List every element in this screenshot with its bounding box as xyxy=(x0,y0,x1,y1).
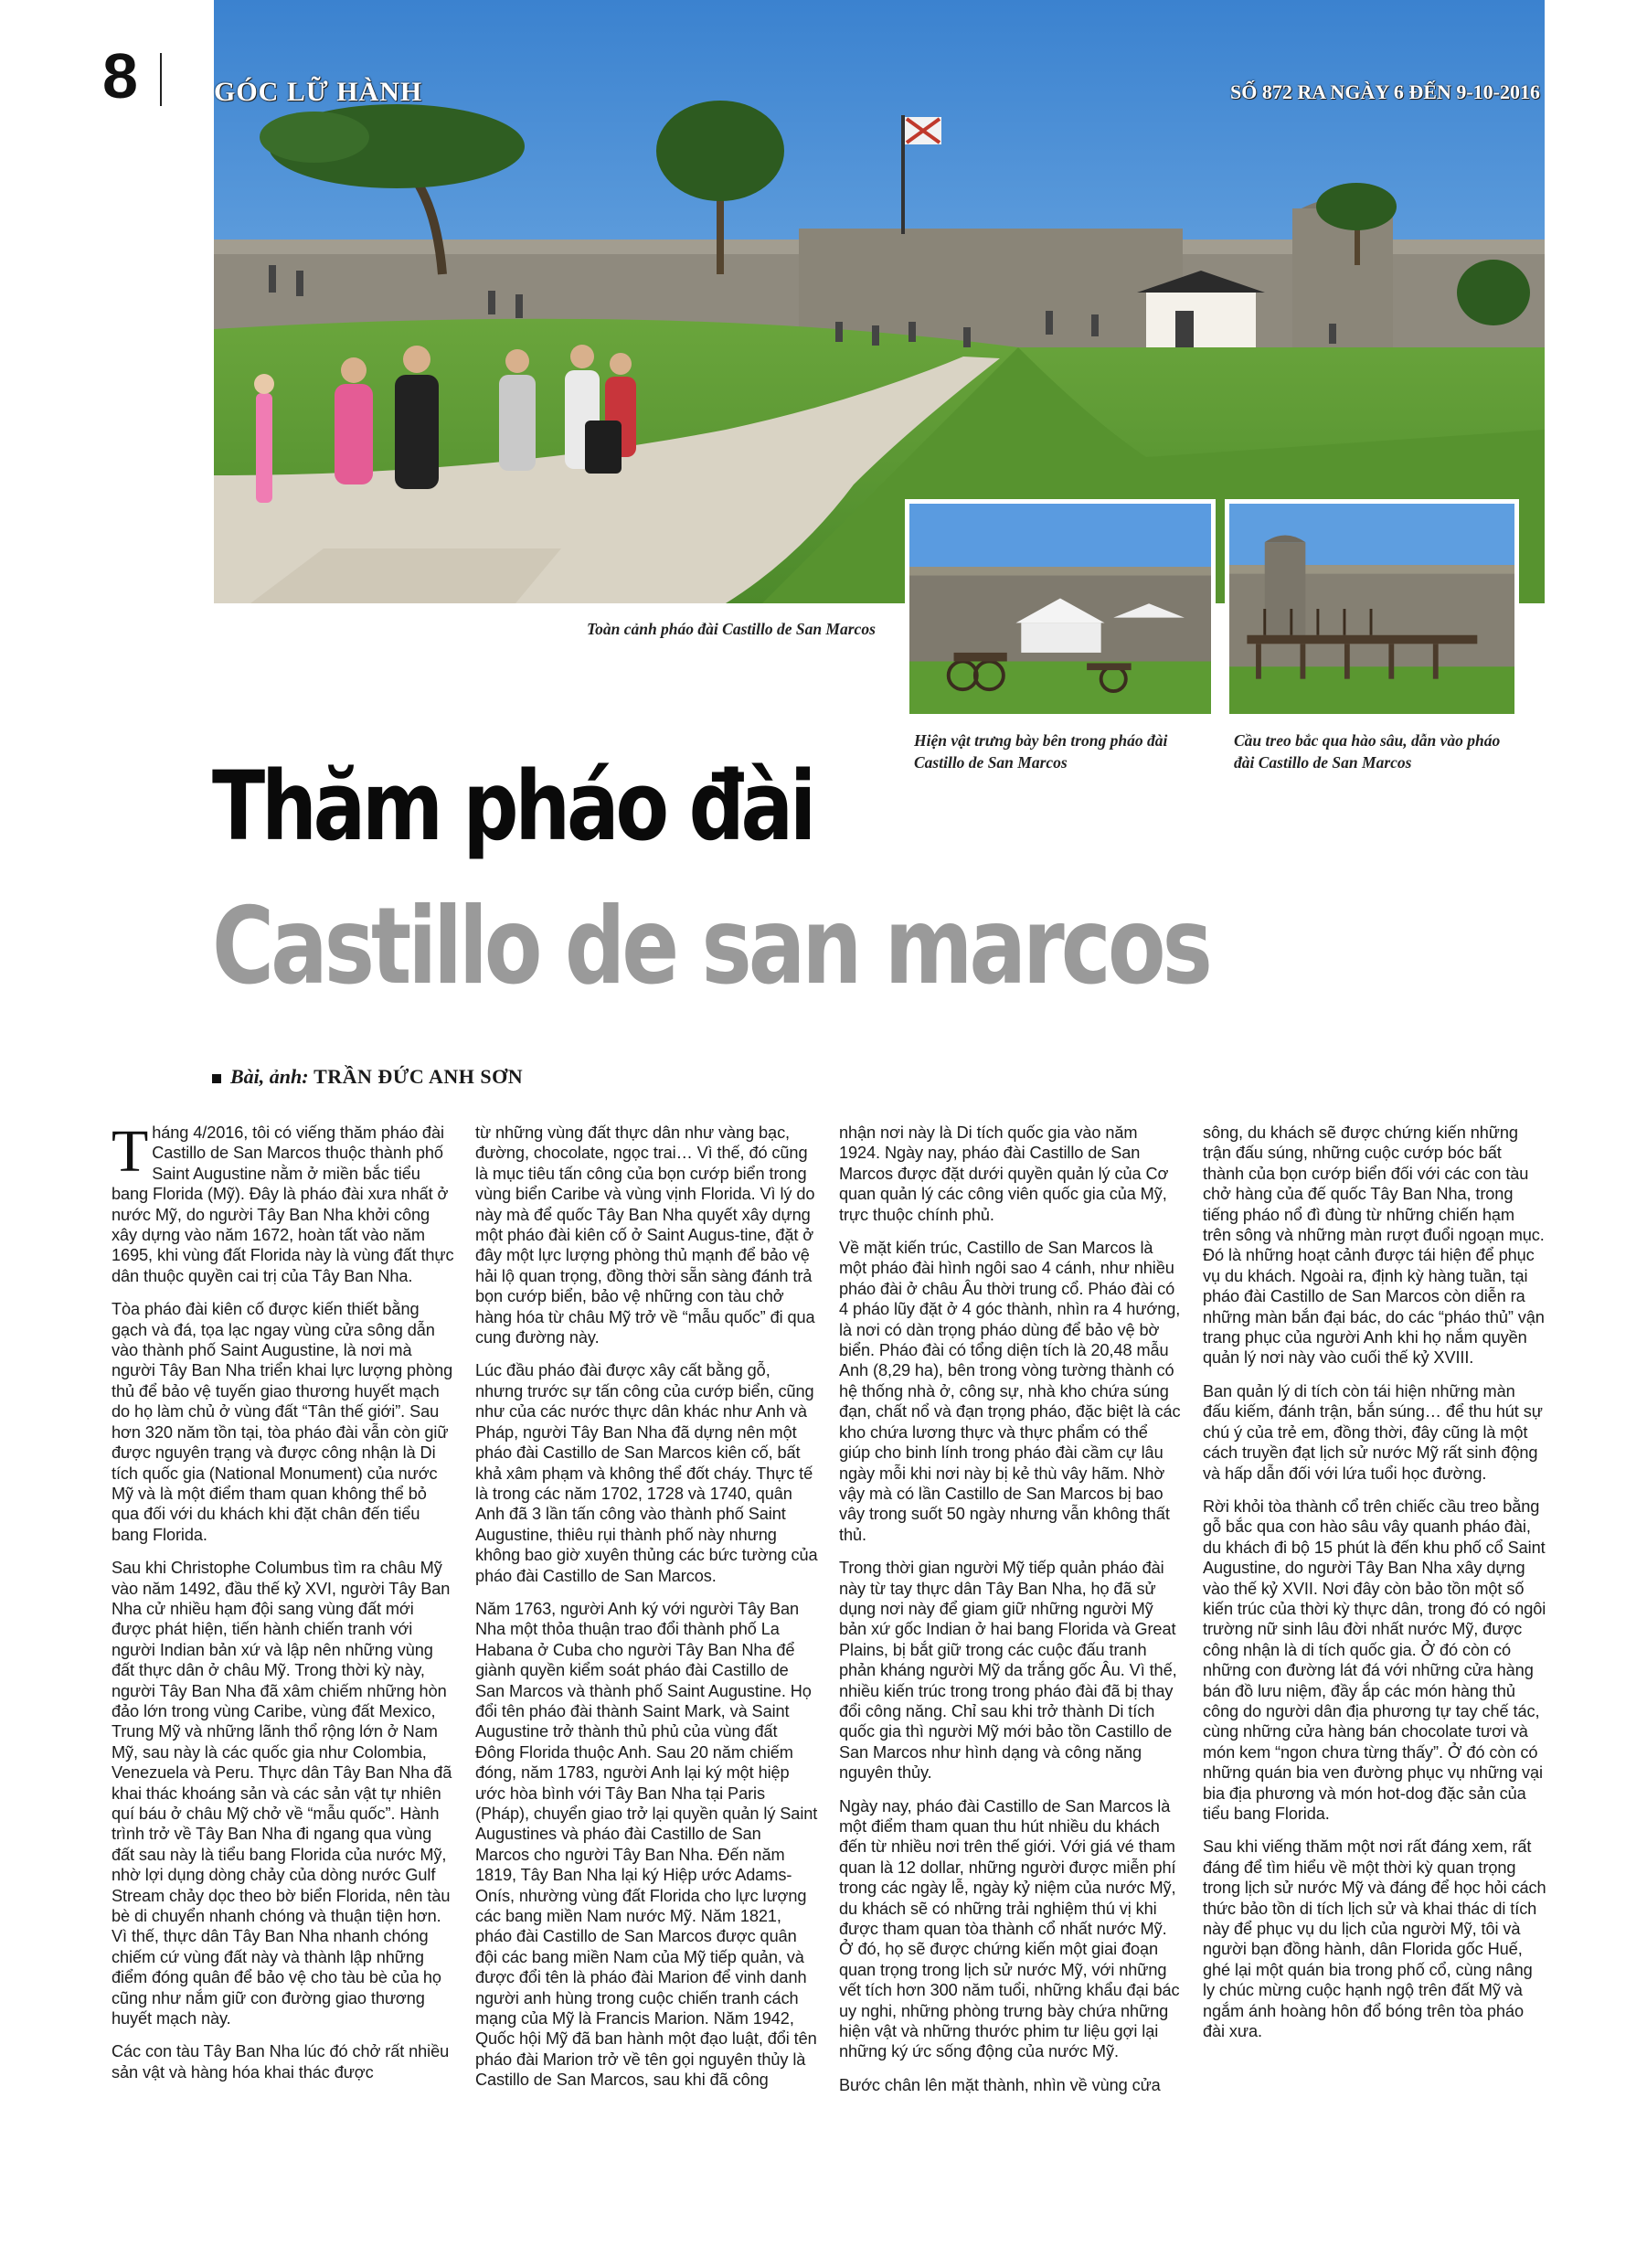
inner-display-image xyxy=(909,504,1211,714)
paragraph: Ngày nay, pháo đài Castillo de San Marcos là một điểm tham quan thu hút nhiều du khách đến từ nhiều nơi trên thế giới. Với giá vé tham quan là 12 dollar, những người được miễn phí trong các ngày lễ, ngày kỷ niệm của nước Mỹ, du khách sẽ có những trải nghiệm thú vị khi được tham quan tòa thành cổ nhất nước Mỹ. Ở đó, họ sẽ được chứng kiến một giai đoạn quan trọng trong lịch sử nước Mỹ, với những vết tích hơn 300 năm tuổi, những khẩu đại bác uy nghi, những phòng trưng bày chứa những hiện vật và những thước phim tư liệu gợi lại những ký ức sống động của nước Mỹ. xyxy=(839,1796,1180,2061)
paragraph: Ban quản lý di tích còn tái hiện những màn đấu kiếm, đánh trận, bắn súng… để thu hút sự chú ý của trẻ em, đồng thời, đây cũng là một cách truyền đạt lịch sử nước Mỹ rất sinh động và hấp dẫn đối với lứa tuổi học đường. xyxy=(1203,1381,1543,1483)
paragraph: Sau khi Christophe Columbus tìm ra châu Mỹ vào năm 1492, đầu thế kỷ XVI, người Tây Ban Nha cử nhiều hạm đội sang vùng đất mới được phát hiện, tiến hành chiến tranh với người Indian bản xứ và lập nên những vùng đất thực dân ở châu Mỹ. Trong thời kỳ này, người Tây Ban Nha đã xâm chiếm những hòn đảo lớn trong vùng Caribe, vùng đất Mexico, Trung Mỹ và những lãnh thổ rộng lớn ở Nam Mỹ, sau này là các quốc gia như Colombia, Venezuela và Peru. Thực dân Tây Ban Nha đã khai thác khoáng sản và các sản vật tự nhiên quí báu ở châu Mỹ chở về “mẫu quốc”. Hành trình trở về Tây Ban Nha đi ngang qua vùng đất sau này là tiểu bang Florida của nước Mỹ, nhờ lợi dụng dòng chảy của dòng nước Gulf Stream chảy dọc theo bờ biển Florida, nên tàu bè di chuyển nhanh chóng và thuận tiện hơn. Vì thế, thực dân Tây Ban Nha nhanh chóng chiếm cứ vùng đất này và thành lập những điểm đóng quân để bảo vệ cho tàu bè của họ cũng như nắm giữ con đường giao thương huyết mạch này. xyxy=(112,1559,452,2028)
paragraph: Tòa pháo đài kiên cố được kiến thiết bằng gạch và đá, tọa lạc ngay vùng cửa sông dẫn vào thành phố Saint Augustine, là nơi mà người Tây Ban Nha triển khai lực lượng phòng thủ để bảo vệ tuyến giao thương huyết mạch do họ làm chủ ở vùng đất “Tân thế giới”. Sau hơn 320 năm tồn tại, tòa pháo đài vẫn còn giữ được nguyên trạng và được công nhận là Di tích quốc gia (National Monument) của nước Mỹ và là một điểm tham quan không thể bỏ qua đối với du khách khi đặt chân đến tiểu bang Florida. xyxy=(112,1300,453,1544)
paragraph xyxy=(112,1118,455,1286)
paragraph: nhận nơi này là Di tích quốc gia vào năm 1924. Ngày nay, pháo đài Castillo de San Marcos được đặt dưới quyền quản lý của Cơ quan quản lý các công viên quốc gia của Mỹ, trực thuộc chính phủ. xyxy=(839,1123,1169,1224)
paragraph: Lúc đầu pháo đài được xây cất bằng gỗ, nhưng trước sự tấn công của cướp biển, cũng như của các nước thực dân khác như Anh và Pháp, người Tây Ban Nha đã dựng nên một pháo đài Castillo de San Marcos kiên cố, bất khả xâm phạm và không thể đốt cháy. Thực tế là trong các năm 1702, 1728 và 1740, quân Anh đã 3 lần tấn công vào thành phố Saint Augustine, thiêu rụi thành phố này nhưng không bao giờ xuyên thủng các bức tường của pháo đài Castillo de San Marcos. xyxy=(475,1361,818,1585)
paragraph: Sau khi viếng thăm một nơi rất đáng xem, rất đáng để tìm hiểu về một thời kỳ quan trọng trong lịch sử nước Mỹ và đáng để học hỏi cách thức bảo tồn di tích lịch sử và khai thác di tích này để phục vụ du lịch của người Mỹ, tôi và người bạn đồng hành, dân Florida gốc Huế, ghé lại một quán bia trong phố cổ, cùng nâng ly chúc mừng cuộc hạnh ngộ trên đất Mỹ và ngắm ánh hoàng hôn đổ bóng trên tòa pháo đài xưa. xyxy=(1203,1837,1546,2041)
article-title-line-2: Castillo de san marcos xyxy=(212,885,1209,1008)
paragraph: Các con tàu Tây Ban Nha lúc đó chở rất nhiều sản vật và hàng hóa khai thác được xyxy=(112,2042,450,2082)
article-column-2 xyxy=(475,1123,819,2103)
paragraph: sông, du khách sẽ được chứng kiến những trận đấu súng, những cuộc cướp bóc bất thành của bọn cướp biển đối với các con tàu chở hàng của đế quốc Tây Ban Nha, trong tiếng pháo nổ đì đùng từ những chiến hạm trên sông và những màn rượt đuổi ngoạn mục. Đó là những hoạt cảnh được tái hiện để phục vụ du khách. Ngoài ra, định kỳ hàng tuần, tại pháo đài Castillo de San Marcos còn diễn ra những màn bắn đại bác, do các “pháo thủ” vận trang phục của người Anh khi họ nắm quyền quản lý nơi này vào cuối thế kỷ XVIII. xyxy=(1203,1123,1545,1368)
byline-bullet-icon xyxy=(212,1074,221,1083)
inner-display-photo xyxy=(905,499,1216,719)
page-number-divider xyxy=(160,53,162,106)
byline xyxy=(212,1065,523,1089)
paragraph: Rời khỏi tòa thành cổ trên chiếc cầu treo bằng gỗ bắc qua con hào sâu vây quanh pháo đài, du khách đi bộ 15 phút là đến khu phố cổ Saint Augustine, do người Tây Ban Nha xây dựng vào thế kỷ XVII. Nơi đây còn bảo tồn một số kiến trúc của thời kỳ thực dân, trong đó có ngôi trường nữ sinh lâu đời nhất nước Mỹ, được công nhận là di tích quốc gia. Ở đó còn có những con đường lát đá với những cửa hàng bán đồ lưu niệm, đầy ắp các món hàng thủ công do người dân địa phương tự tay chế tác, cùng những cửa hàng bán chocolate tươi và món kem “ngon chưa từng thấy”. Ở đó còn có những quán bia ven đường phục vụ những vại bia địa phương và món hot-dog đặc sản của tiểu bang Florida. xyxy=(1203,1496,1546,1823)
byline-author: TRẦN ĐỨC ANH SƠN xyxy=(313,1065,524,1088)
article-column-1 xyxy=(112,1118,455,2095)
paragraph: Về mặt kiến trúc, Castillo de San Marcos là một pháo đài hình ngôi sao 4 cánh, như nhiều pháo đài ở châu Âu thời trung cổ. Pháo đài có 4 pháo lũy đặt ở 4 góc thành, nhìn ra 4 hướng, là nơi có dàn trọng pháo dùng để bảo vệ bờ biển. Pháo đài có tổng diện tích là 20,48 mẫu Anh (8,29 ha), bên trong vòng tường thành có hệ thống nhà ở, công sự, nhà kho chứa súng đạn, chất nổ và đạn trọng pháo, đặc biệt là các kho chứa lương thực và thực phẩm có thể giúp cho binh lính trong pháo đài cầm cự lâu ngày mỗi khi nơi này bị kẻ thù vây hãm. Nhờ vậy mà có lần Castillo de San Marcos bị bao vây trong suốt 50 ngày nhưng vẫn không thất thủ. xyxy=(839,1239,1181,1544)
article-column-4 xyxy=(1203,1123,1546,2054)
bridge-photo-caption: Cầu treo bắc qua hào sâu, dẫn vào pháo đài Castillo de San Marcos xyxy=(1234,731,1501,772)
issue-label: SỐ 872 RA NGÀY 6 ĐẾN 9-10-2016 xyxy=(1230,80,1540,103)
paragraph: từ những vùng đất thực dân như vàng bạc, đường, chocolate, ngọc trai… Vì thế, đó cũng là mục tiêu tấn công của bọn cướp biển trong vùng biển Caribe và vùng vịnh Florida. Vì lý do này mà để quốc Tây Ban Nha quyết xây dựng một pháo đài kiên cố ở Saint Augus-tine, đặt ở đây một lực lượng phòng thủ mạnh để bảo vệ hải lộ quan trọng, đồng thời sẵn sàng đánh trả bọn cướp biển, bảo vệ những con tàu chở hàng hóa từ châu Mỹ trở về “mẫu quốc” đi qua cung đường này. xyxy=(475,1123,815,1347)
article-column-3 xyxy=(839,1123,1183,2108)
byline-label: Bài, ảnh: xyxy=(230,1065,309,1088)
section-label: GÓC LỮ HÀNH xyxy=(214,77,423,107)
bridge-image xyxy=(1229,504,1514,714)
paragraph: Năm 1763, người Anh ký với người Tây Ban Nha một thỏa thuận trao đổi thành phố La Habana ở Cuba cho người Tây Ban Nha để giành quyền kiểm soát pháo đài Castillo de San Marcos và thành phố Saint Augustine. Họ đổi tên pháo đài thành Saint Mark, và Saint Augustine trở thành thủ phủ của vùng đất Đông Florida thuộc Anh. Sau 20 năm chiếm đóng, năm 1783, người Anh lại ký một hiệp ước hòa bình với Tây Ban Nha tại Paris (Pháp), chuyển giao trở lại quyền quản lý Saint Augustines và pháo đài Castillo de San Marcos cho người Tây Ban Nha. Đến năm 1819, Tây Ban Nha lại ký Hiệp ước Adams-Onís, nhường vùng đất Florida cho lực lượng các bang miền Nam nước Mỹ. Năm 1821, pháo đài Castillo de San Marcos được quân đội các bang miền Nam của Mỹ tiếp quản, và được đổi tên là pháo đài Marion để vinh danh người anh hùng trong cuộc chiến tranh cách mạng của Mỹ là Francis Marion. Năm 1942, Quốc hội Mỹ đã ban hành một đạo luật, đổi tên pháo đài Marion trở về tên gọi nguyên thủy là Castillo de San Marcos, sau khi đã công xyxy=(475,1599,818,2090)
article-title-line-1: Thăm pháo đài xyxy=(212,751,813,862)
bridge-photo xyxy=(1225,499,1519,719)
page-number: 8 xyxy=(102,40,138,112)
drop-cap: T xyxy=(112,1118,149,1185)
inner-photo-caption: Hiện vật trưng bày bên trong pháo đài Castillo de San Marcos xyxy=(914,731,1168,772)
paragraph: Bước chân lên mặt thành, nhìn về vùng cửa xyxy=(839,2075,1161,2094)
first-paragraph-rest: háng 4/2016, tôi có viếng thăm pháo đài Castillo de San Marcos thuộc thành phố Saint Augustine nằm ở miền bắc tiểu bang Florida (Mỹ). Đây là pháo đài xưa nhất ở nước Mỹ, do người Tây Ban Nha khởi công xây dựng vào năm 1672, hoàn tất vào năm 1695, khi vùng đất Florida này là vùng đất thực dân thuộc quyền cai trị của Tây Ban Nha. xyxy=(112,1123,454,1285)
paragraph: Trong thời gian người Mỹ tiếp quản pháo đài này từ tay thực dân Tây Ban Nha, họ đã sử dụng nơi này để giam giữ những người Mỹ bản xứ gốc Indian ở hai bang Florida và Great Plains, bị bắt giữ trong các cuộc đấu tranh phản kháng người Mỹ da trắng gốc Âu. Vì thế, nhiều kiến trúc trong trong pháo đài đã bị thay đổi công năng. Chỉ sau khi trở thành Di tích quốc gia thì người Mỹ mới bảo tồn Castillo de San Marcos như hình dạng và công năng nguyên thủy. xyxy=(839,1559,1177,1783)
main-photo-caption: Toàn cảnh pháo đài Castillo de San Marcos xyxy=(587,620,876,638)
